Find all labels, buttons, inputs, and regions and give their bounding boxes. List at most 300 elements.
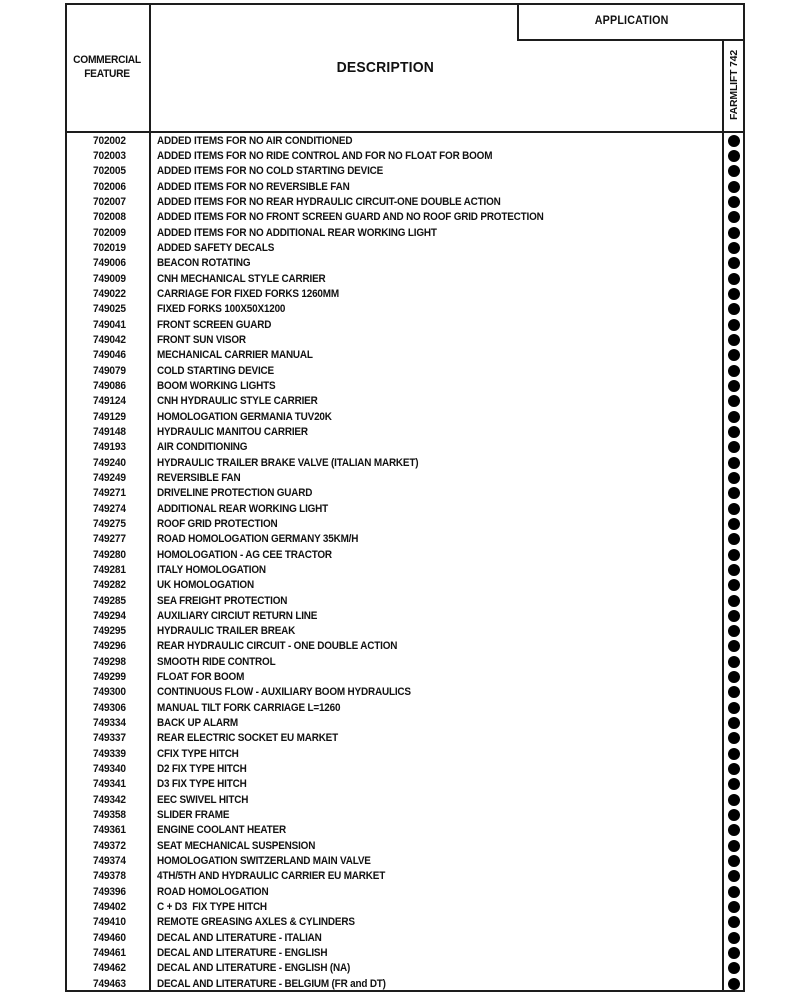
feature-code-cell xyxy=(67,840,151,852)
feature-code-cell xyxy=(67,947,151,959)
application-dot-icon xyxy=(728,656,740,668)
feature-description-cell xyxy=(151,472,722,484)
application-dot-icon xyxy=(728,886,740,898)
application-cell xyxy=(722,686,745,698)
application-cell xyxy=(722,319,745,331)
feature-description-cell xyxy=(151,763,722,775)
feature-description-cell xyxy=(151,610,722,622)
feature-code: 749280 xyxy=(92,548,126,561)
feature-description-cell xyxy=(151,165,722,177)
feature-description: UK HOMOLOGATION xyxy=(157,579,254,592)
table-row xyxy=(67,194,745,209)
application-cell xyxy=(722,794,745,806)
application-cell xyxy=(722,809,745,821)
application-dot-icon xyxy=(728,579,740,591)
application-header-label: APPLICATION xyxy=(595,15,669,27)
feature-description: HOMOLOGATION SWITZERLAND MAIN VALVE xyxy=(157,855,371,868)
feature-code: 749022 xyxy=(92,287,126,300)
feature-description: REMOTE GREASING AXLES & CYLINDERS xyxy=(157,916,355,929)
feature-description-cell xyxy=(151,717,722,729)
application-dot-icon xyxy=(728,472,740,484)
feature-description: ROOF GRID PROTECTION xyxy=(157,517,278,530)
feature-description: ROAD HOMOLOGATION xyxy=(157,885,269,898)
application-cell xyxy=(722,273,745,285)
table-row xyxy=(67,761,745,776)
feature-code-cell xyxy=(67,702,151,714)
application-dot-icon xyxy=(728,962,740,974)
feature-description: DECAL AND LITERATURE - ENGLISH (NA) xyxy=(157,962,351,975)
feature-description-cell xyxy=(151,962,722,974)
feature-code: 749337 xyxy=(92,732,126,745)
feature-description-cell xyxy=(151,503,722,515)
application-dot-icon xyxy=(728,671,740,683)
feature-description-cell xyxy=(151,487,722,499)
application-cell xyxy=(722,579,745,591)
application-dot-icon xyxy=(728,595,740,607)
application-dot-icon xyxy=(728,487,740,499)
application-dot-icon xyxy=(728,978,740,990)
feature-code: 749374 xyxy=(92,855,126,868)
feature-code-cell xyxy=(67,165,151,177)
table-row xyxy=(67,593,745,608)
feature-description: SMOOTH RIDE CONTROL xyxy=(157,655,276,668)
application-dot-icon xyxy=(728,947,740,959)
feature-description-cell xyxy=(151,365,722,377)
feature-code-cell xyxy=(67,411,151,423)
feature-code: 749342 xyxy=(92,793,126,806)
commercial-feature-header xyxy=(65,3,149,131)
table-row xyxy=(67,746,745,761)
feature-description: HYDRAULIC TRAILER BRAKE VALVE (ITALIAN MARKET) xyxy=(157,456,419,469)
application-cell xyxy=(722,962,745,974)
application-dot-icon xyxy=(728,932,740,944)
table-row xyxy=(67,608,745,623)
table-row xyxy=(67,424,745,439)
application-cell xyxy=(722,840,745,852)
feature-description-cell xyxy=(151,411,722,423)
application-cell xyxy=(722,288,745,300)
application-dot-icon xyxy=(728,840,740,852)
feature-code: 749274 xyxy=(92,502,126,515)
feature-code-cell xyxy=(67,227,151,239)
application-dot-icon xyxy=(728,135,740,147)
feature-description-cell xyxy=(151,518,722,530)
feature-code-cell xyxy=(67,564,151,576)
feature-code: 749300 xyxy=(92,686,126,699)
feature-description-cell xyxy=(151,595,722,607)
feature-description-cell xyxy=(151,840,722,852)
application-cell xyxy=(722,457,745,469)
table-row xyxy=(67,378,745,393)
feature-code: 749129 xyxy=(92,410,126,423)
feature-description-cell xyxy=(151,702,722,714)
application-dot-icon xyxy=(728,503,740,515)
feature-code: 749086 xyxy=(92,379,126,392)
feature-description: FIXED FORKS 100X50X1200 xyxy=(157,303,286,316)
application-cell xyxy=(722,365,745,377)
feature-code: 749277 xyxy=(92,533,126,546)
feature-code: 749148 xyxy=(92,425,126,438)
table-row xyxy=(67,639,745,654)
table-row xyxy=(67,853,745,868)
application-cell xyxy=(722,533,745,545)
feature-code-cell xyxy=(67,334,151,346)
feature-code-cell xyxy=(67,932,151,944)
feature-description: ADDED ITEMS FOR NO REAR HYDRAULIC CIRCUIT-ONE DOUBLE ACTION xyxy=(157,195,501,208)
table-row xyxy=(67,148,745,163)
application-cell xyxy=(722,855,745,867)
table-row xyxy=(67,777,745,792)
feature-description: AUXILIARY CIRCIUT RETURN LINE xyxy=(157,609,318,622)
table-row xyxy=(67,624,745,639)
feature-description: HYDRAULIC TRAILER BREAK xyxy=(157,625,296,638)
application-cell xyxy=(722,916,745,928)
feature-code: 749334 xyxy=(92,717,126,730)
feature-description: SEA FREIGHT PROTECTION xyxy=(157,594,288,607)
feature-description-cell xyxy=(151,242,722,254)
feature-description-cell xyxy=(151,288,722,300)
application-cell xyxy=(722,211,745,223)
feature-description: 4TH/5TH AND HYDRAULIC CARRIER EU MARKET xyxy=(157,870,386,883)
application-cell xyxy=(722,503,745,515)
application-header xyxy=(519,3,745,39)
table-row xyxy=(67,256,745,271)
feature-code-cell xyxy=(67,196,151,208)
table-row xyxy=(67,976,745,991)
feature-code-cell xyxy=(67,870,151,882)
feature-code-cell xyxy=(67,426,151,438)
application-cell xyxy=(722,625,745,637)
table-row xyxy=(67,685,745,700)
feature-code-cell xyxy=(67,257,151,269)
feature-code-cell xyxy=(67,855,151,867)
application-dot-icon xyxy=(728,227,740,239)
feature-code: 702003 xyxy=(92,149,126,162)
table-row xyxy=(67,348,745,363)
feature-code-cell xyxy=(67,824,151,836)
feature-code-cell xyxy=(67,273,151,285)
feature-code-cell xyxy=(67,640,151,652)
application-cell xyxy=(722,380,745,392)
feature-description-cell xyxy=(151,135,722,147)
feature-description-cell xyxy=(151,778,722,790)
application-dot-icon xyxy=(728,334,740,346)
feature-code: 749041 xyxy=(92,318,126,331)
table-row xyxy=(67,869,745,884)
application-cell xyxy=(722,135,745,147)
table-row xyxy=(67,807,745,822)
feature-code-cell xyxy=(67,380,151,392)
application-cell xyxy=(722,472,745,484)
feature-description-cell xyxy=(151,886,722,898)
feature-code-cell xyxy=(67,717,151,729)
feature-code-cell xyxy=(67,319,151,331)
feature-code-cell xyxy=(67,778,151,790)
feature-code: 749340 xyxy=(92,763,126,776)
application-cell xyxy=(722,196,745,208)
application-cell xyxy=(722,487,745,499)
feature-description-cell xyxy=(151,564,722,576)
application-cell xyxy=(722,886,745,898)
application-dot-icon xyxy=(728,273,740,285)
feature-code-cell xyxy=(67,181,151,193)
feature-description-cell xyxy=(151,441,722,453)
application-cell xyxy=(722,334,745,346)
feature-code-cell xyxy=(67,748,151,760)
feature-code-cell xyxy=(67,135,151,147)
application-cell xyxy=(722,426,745,438)
table-row xyxy=(67,899,745,914)
feature-description: SLIDER FRAME xyxy=(157,809,230,822)
application-dot-icon xyxy=(728,441,740,453)
feature-description-cell xyxy=(151,640,722,652)
feature-code-cell xyxy=(67,349,151,361)
feature-description: ADDED ITEMS FOR NO COLD STARTING DEVICE xyxy=(157,165,384,178)
application-dot-icon xyxy=(728,349,740,361)
application-cell xyxy=(722,978,745,990)
feature-code: 749124 xyxy=(92,395,126,408)
feature-code: 749361 xyxy=(92,824,126,837)
feature-description-cell xyxy=(151,686,722,698)
table-row xyxy=(67,455,745,470)
table-row xyxy=(67,394,745,409)
feature-code: 749275 xyxy=(92,517,126,530)
feature-description: CNH HYDRAULIC STYLE CARRIER xyxy=(157,395,318,408)
application-dot-icon xyxy=(728,748,740,760)
feature-description-cell xyxy=(151,794,722,806)
feature-code-cell xyxy=(67,288,151,300)
table-row xyxy=(67,286,745,301)
feature-description-cell xyxy=(151,273,722,285)
table-row xyxy=(67,225,745,240)
feature-code-cell xyxy=(67,242,151,254)
application-cell xyxy=(722,732,745,744)
application-cell xyxy=(722,549,745,561)
feature-description-cell xyxy=(151,870,722,882)
feature-description: ROAD HOMOLOGATION GERMANY 35KM/H xyxy=(157,533,359,546)
feature-description: BEACON ROTATING xyxy=(157,257,251,270)
feature-description-cell xyxy=(151,855,722,867)
table-row xyxy=(67,133,745,148)
feature-description: CNH MECHANICAL STYLE CARRIER xyxy=(157,272,326,285)
feature-code-cell xyxy=(67,625,151,637)
table-row xyxy=(67,823,745,838)
feature-code-cell xyxy=(67,303,151,315)
table-row xyxy=(67,516,745,531)
model-column-header-label: FARMLIFT 742 xyxy=(727,50,740,120)
feature-code: 749009 xyxy=(92,272,126,285)
feature-code: 749025 xyxy=(92,303,126,316)
table-row xyxy=(67,210,745,225)
table-row xyxy=(67,317,745,332)
feature-code: 749006 xyxy=(92,257,126,270)
application-dot-icon xyxy=(728,610,740,622)
table-row xyxy=(67,578,745,593)
application-dot-icon xyxy=(728,518,740,530)
feature-description: DECAL AND LITERATURE - ITALIAN xyxy=(157,931,322,944)
feature-code-cell xyxy=(67,962,151,974)
feature-code-cell xyxy=(67,671,151,683)
table-row xyxy=(67,930,745,945)
application-cell xyxy=(722,242,745,254)
feature-description-cell xyxy=(151,150,722,162)
application-dot-icon xyxy=(728,717,740,729)
application-dot-icon xyxy=(728,640,740,652)
feature-description: D2 FIX TYPE HITCH xyxy=(157,763,247,776)
application-cell xyxy=(722,227,745,239)
table-row xyxy=(67,884,745,899)
feature-code-cell xyxy=(67,211,151,223)
table-row xyxy=(67,838,745,853)
application-dot-icon xyxy=(728,686,740,698)
table-row xyxy=(67,302,745,317)
feature-code: 749341 xyxy=(92,778,126,791)
feature-code-cell xyxy=(67,763,151,775)
table-row xyxy=(67,501,745,516)
feature-description-cell xyxy=(151,257,722,269)
application-dot-icon xyxy=(728,533,740,545)
table-row xyxy=(67,164,745,179)
application-dot-icon xyxy=(728,165,740,177)
application-dot-icon xyxy=(728,242,740,254)
feature-description-cell xyxy=(151,181,722,193)
feature-code: 749042 xyxy=(92,333,126,346)
feature-code: 702007 xyxy=(92,195,126,208)
application-cell xyxy=(722,411,745,423)
application-dot-icon xyxy=(728,824,740,836)
application-cell xyxy=(722,595,745,607)
feature-description: MECHANICAL CARRIER MANUAL xyxy=(157,349,313,362)
feature-description: AIR CONDITIONING xyxy=(157,441,248,454)
feature-description-cell xyxy=(151,211,722,223)
feature-code: 749295 xyxy=(92,625,126,638)
application-cell xyxy=(722,349,745,361)
application-cell xyxy=(722,932,745,944)
feature-description: SEAT MECHANICAL SUSPENSION xyxy=(157,839,316,852)
feature-code: 749285 xyxy=(92,594,126,607)
application-dot-icon xyxy=(728,916,740,928)
feature-code: 749378 xyxy=(92,870,126,883)
feature-code: 749372 xyxy=(92,839,126,852)
feature-description: DRIVELINE PROTECTION GUARD xyxy=(157,487,313,500)
feature-code: 749461 xyxy=(92,947,126,960)
feature-description-cell xyxy=(151,457,722,469)
application-dot-icon xyxy=(728,732,740,744)
table-row xyxy=(67,961,745,976)
feature-description-cell xyxy=(151,303,722,315)
feature-description-cell xyxy=(151,809,722,821)
application-cell xyxy=(722,640,745,652)
application-dot-icon xyxy=(728,870,740,882)
feature-description: COLD STARTING DEVICE xyxy=(157,364,274,377)
feature-description-cell xyxy=(151,227,722,239)
feature-description: HOMOLOGATION - AG CEE TRACTOR xyxy=(157,548,332,561)
feature-description: REAR HYDRAULIC CIRCUIT - ONE DOUBLE ACTION xyxy=(157,640,398,653)
application-dot-icon xyxy=(728,365,740,377)
table-body xyxy=(67,133,745,991)
feature-code-cell xyxy=(67,365,151,377)
application-cell xyxy=(722,763,745,775)
application-dot-icon xyxy=(728,901,740,913)
feature-code: 749339 xyxy=(92,747,126,760)
feature-description: DECAL AND LITERATURE - BELGIUM (FR and DT) xyxy=(157,977,386,990)
feature-code: 749358 xyxy=(92,809,126,822)
feature-description: FRONT SUN VISOR xyxy=(157,333,246,346)
table-row xyxy=(67,486,745,501)
application-dot-icon xyxy=(728,763,740,775)
feature-description-cell xyxy=(151,549,722,561)
feature-code: 749240 xyxy=(92,456,126,469)
feature-code-cell xyxy=(67,978,151,990)
feature-description-cell xyxy=(151,978,722,990)
application-dot-icon xyxy=(728,457,740,469)
feature-code: 749460 xyxy=(92,931,126,944)
feature-code-cell xyxy=(67,503,151,515)
feature-code: 749462 xyxy=(92,962,126,975)
feature-code-cell xyxy=(67,901,151,913)
feature-code-cell xyxy=(67,595,151,607)
table-row xyxy=(67,915,745,930)
application-dot-icon xyxy=(728,855,740,867)
feature-code-cell xyxy=(67,809,151,821)
feature-description-cell xyxy=(151,671,722,683)
application-dot-icon xyxy=(728,778,740,790)
feature-description-cell xyxy=(151,395,722,407)
feature-description: ADDITIONAL REAR WORKING LIGHT xyxy=(157,502,329,515)
feature-description-cell xyxy=(151,319,722,331)
feature-description: DECAL AND LITERATURE - ENGLISH xyxy=(157,947,328,960)
feature-code-cell xyxy=(67,794,151,806)
application-dot-icon xyxy=(728,380,740,392)
description-header-label: DESCRIPTION xyxy=(336,58,434,76)
application-cell xyxy=(722,441,745,453)
feature-description-cell xyxy=(151,824,722,836)
feature-description-cell xyxy=(151,533,722,545)
feature-description-cell xyxy=(151,426,722,438)
feature-code: 749294 xyxy=(92,609,126,622)
application-dot-icon xyxy=(728,411,740,423)
application-dot-icon xyxy=(728,702,740,714)
feature-description-cell xyxy=(151,380,722,392)
table-row xyxy=(67,700,745,715)
application-cell xyxy=(722,181,745,193)
feature-code-cell xyxy=(67,487,151,499)
feature-code-cell xyxy=(67,732,151,744)
application-cell xyxy=(722,702,745,714)
feature-description: ADDED ITEMS FOR NO RIDE CONTROL AND FOR NO FLOAT FOR BOOM xyxy=(157,149,493,162)
feature-description-cell xyxy=(151,916,722,928)
table-row xyxy=(67,547,745,562)
table-row xyxy=(67,271,745,286)
feature-description: ADDED SAFETY DECALS xyxy=(157,241,275,254)
feature-code-cell xyxy=(67,395,151,407)
feature-code-cell xyxy=(67,916,151,928)
feature-description: D3 FIX TYPE HITCH xyxy=(157,778,247,791)
feature-code: 749046 xyxy=(92,349,126,362)
application-cell xyxy=(722,257,745,269)
feature-description-cell xyxy=(151,196,722,208)
feature-description: ITALY HOMOLOGATION xyxy=(157,563,266,576)
feature-description: REAR ELECTRIC SOCKET EU MARKET xyxy=(157,732,339,745)
application-cell xyxy=(722,303,745,315)
feature-description: ENGINE COOLANT HEATER xyxy=(157,824,286,837)
feature-code-cell xyxy=(67,579,151,591)
feature-description: CONTINUOUS FLOW - AUXILIARY BOOM HYDRAULICS xyxy=(157,686,411,699)
feature-code-cell xyxy=(67,686,151,698)
feature-description-cell xyxy=(151,656,722,668)
feature-description-cell xyxy=(151,901,722,913)
feature-code: 749396 xyxy=(92,885,126,898)
